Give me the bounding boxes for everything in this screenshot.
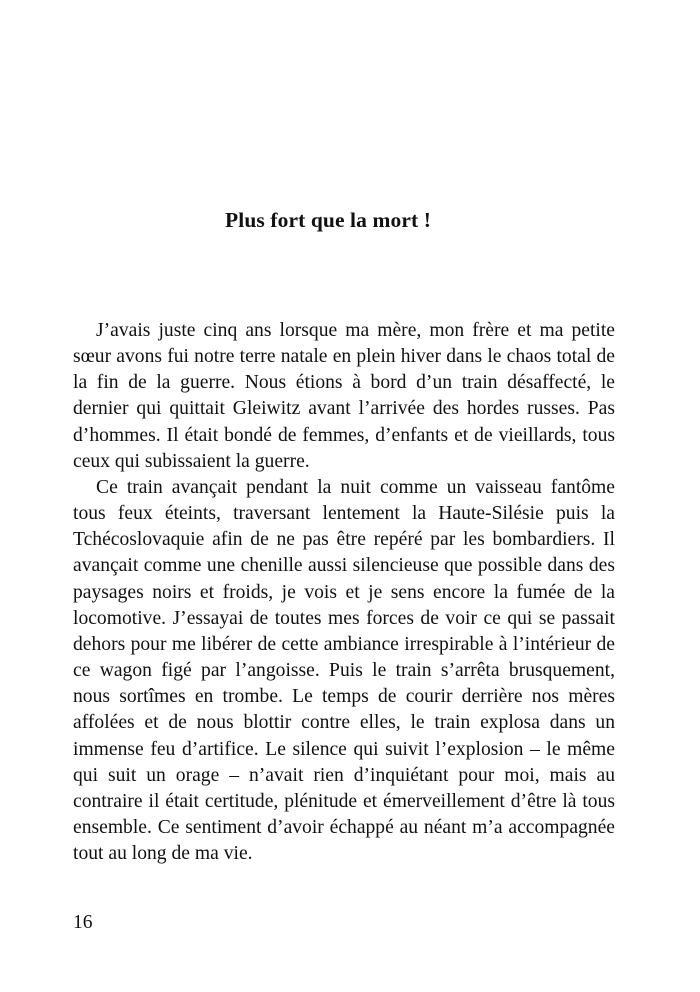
page-number: 16 bbox=[73, 912, 93, 933]
chapter-title: Plus fort que la mort ! bbox=[225, 208, 431, 232]
paragraph-1: J’avais juste cinq ans lorsque ma mère, mon frère et ma petite sœur avons fui notre terre natale en plein hiver dans le chaos total de la fin de la guerre. Nous étions à bord d’un train désaffecté, le dernier qui quittait Gleiwitz avant l’arrivée des hordes russes. Pas d’hommes. Il était bondé de femmes, d’enfants et de vieillards, tous ceux qui subissaient la guerre. bbox=[73, 320, 615, 472]
paragraph-2: Ce train avançait pendant la nuit comme un vaisseau fantôme tous feux éteints, traversant lentement la Haute-Silésie puis la Tchécoslovaquie afin de ne pas être repéré par les bombardiers. Il avançait comme une chenille aussi silencieuse que possible dans des paysages noirs et froids, je vois et je sens encore la fumée de la locomotive. J’essayai de toutes mes forces de voir ce qui se passait dehors pour me libérer de cette ambiance irrespirable à l’intérieur de ce wagon figé par l’angoisse. Puis le train s’arrêta brusquement, nous sortîmes en trombe. Le temps de courir derrière nos mères affolées et de nous blottir contre elles, le train explosa dans un immense feu d’artifice. Le silence qui suivit l’explosion – le même qui suit un orage – n’avait rien d’inquiétant pour moi, mais au contraire il était certitude, plénitude et émerveillement d’être là tous ensemble. Ce sentiment d’avoir échappé au néant m’a accompagnée tout au long de ma vie. bbox=[73, 476, 615, 865]
chapter-body bbox=[73, 318, 615, 867]
